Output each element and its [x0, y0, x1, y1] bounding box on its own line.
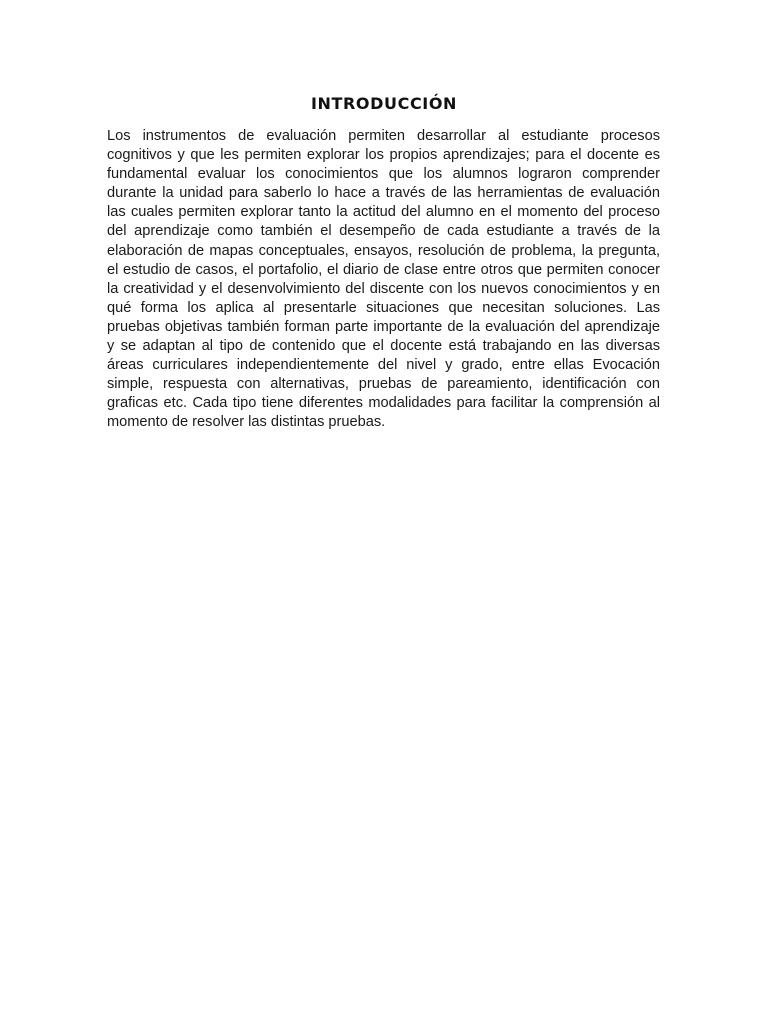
body-paragraph: Los instrumentos de evaluación permiten desarrollar al estudiante procesos cognitivos y que les permiten explorar los propios aprendizajes; para el docente es fundamental evaluar los conocimientos que los alumnos lograron comprender durante la unidad para saberlo lo hace a través de las herramientas de evaluación las cuales permiten explorar tanto la actitud del alumno en el momento del proceso del aprendizaje como también el desempeño de cada estudiante a través de la elaboración de mapas conceptuales, ensayos, resolución de problema, la pregunta, el estudio de casos, el portafolio, el diario de clase entre otros que permiten conocer la creatividad y el desenvolvimiento del discente con los nuevos conocimientos y en qué forma los aplica al presentarle situaciones que necesitan soluciones. Las pruebas objetivas también forman parte importante de la evaluación del aprendizaje y se adaptan al tipo de contenido que el docente está trabajando en las diversas áreas curriculares independientemente del nivel y grado, entre ellas Evocación simple, respuesta con alternativas, pruebas de pareamiento, identificación con graficas etc. Cada tipo tiene diferentes modalidades para facilitar la comprensión al momento de resolver las distintas pruebas. [107, 128, 660, 431]
page-title: INTRODUCCIÓN [310, 94, 458, 113]
